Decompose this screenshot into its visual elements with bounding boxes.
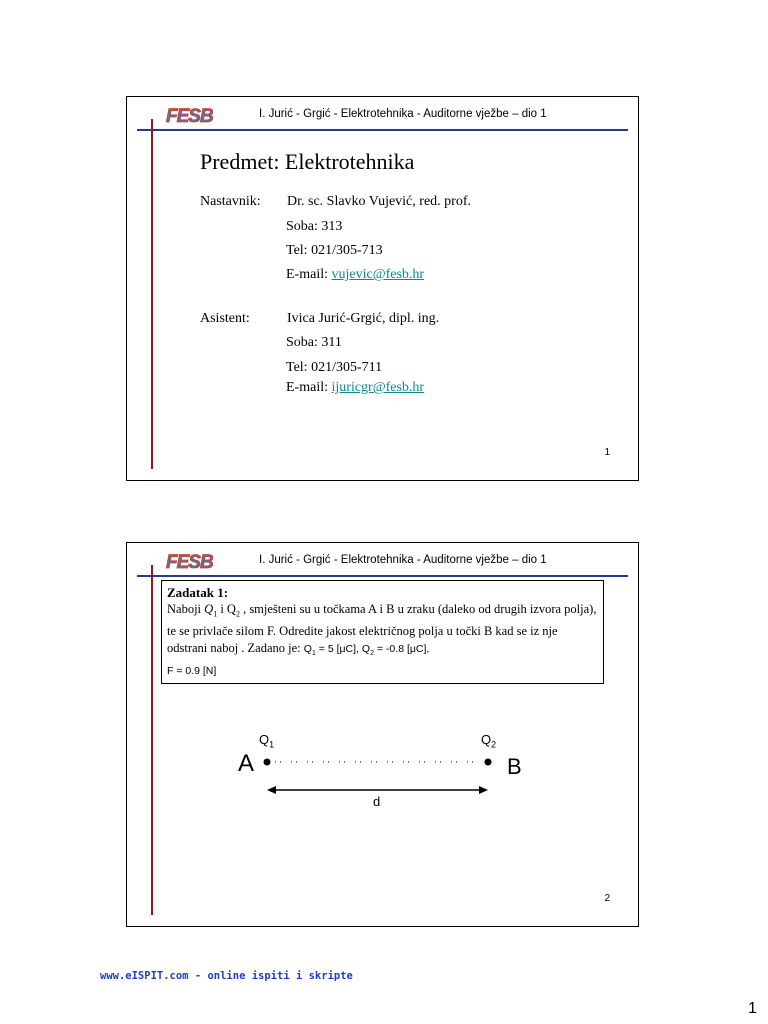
teacher-room: Soba: 313 xyxy=(286,219,343,234)
fesb-logo xyxy=(165,100,213,128)
slide-header: I. Jurić - Grgić - Elektrotehnika - Auditorne vježbe – dio 1 xyxy=(259,108,547,120)
task-title: Zadatak 1: xyxy=(167,585,229,600)
q1-label: $Q_1$ xyxy=(259,732,275,750)
assistant-name: Ivica Jurić-Grgić, dipl. ing. xyxy=(287,311,440,326)
side-divider xyxy=(151,565,153,915)
teacher-email-row xyxy=(286,267,424,283)
teacher-label: Nastavnik: xyxy=(200,194,261,209)
slide-title: Predmet: Elektrotehnika xyxy=(200,149,415,174)
charge-a-dot xyxy=(264,759,271,766)
distance-arrow-right-head xyxy=(479,786,488,794)
teacher-email-link[interactable]: vujevic@fesb.hr xyxy=(331,267,425,282)
assistant-email-row xyxy=(286,380,424,396)
slide-1 xyxy=(126,96,639,481)
given-values: $Q_1 = 5$ [μC], $Q_2 = -0.8$ [μC], xyxy=(303,642,430,657)
task-text: Naboji $Q_1$ i $Q_2$ , smješteni su u točkama A i B u zraku (daleko od drugih izvora polja), te se privlače silom F. Odredite jakost električnog polja u točki B kad se iz nje odstrani naboj . Zadano je: $Q_1 = 5$ [μC], $Q_2 = -0.8$ [μC], F = 0.9 [N] xyxy=(167,602,597,677)
assistant-tel: Tel: 021/305-711 xyxy=(286,360,383,375)
slide-header: I. Jurić - Grgić - Elektrotehnika - Auditorne vježbe – dio 1 xyxy=(259,554,547,566)
distance-label: d xyxy=(373,794,381,809)
side-divider xyxy=(151,119,153,469)
header-divider xyxy=(137,575,628,577)
teacher-name: Dr. sc. Slavko Vujević, red. prof. xyxy=(287,194,471,209)
slide-page-number: 2 xyxy=(604,893,610,904)
teacher-tel: Tel: 021/305-713 xyxy=(286,243,383,258)
teacher-email-label: E-mail: xyxy=(286,267,332,282)
footer-brand[interactable]: www.eISPIT.com - online ispiti i skripte xyxy=(100,970,353,982)
document-page-number: 1 xyxy=(748,1000,757,1017)
svg-text:FESB: FESB xyxy=(166,552,213,573)
point-a-label: A xyxy=(238,750,255,777)
charge-b-dot xyxy=(485,759,492,766)
header-divider xyxy=(137,129,628,131)
assistant-email-label: E-mail: xyxy=(286,380,332,395)
slide-2 xyxy=(126,542,639,927)
q2-label: $Q_2$ xyxy=(481,732,497,750)
assistant-room: Soba: 311 xyxy=(286,335,342,350)
fesb-logo xyxy=(165,546,213,574)
assistant-email-link[interactable]: ijuricgr@fesb.hr xyxy=(331,380,425,395)
point-b-label: B xyxy=(507,754,522,779)
slide-page-number: 1 xyxy=(604,447,610,458)
given-force: F = 0.9 [N] xyxy=(167,664,217,677)
svg-text:FESB: FESB xyxy=(166,106,213,127)
task-box xyxy=(161,580,604,684)
assistant-label: Asistent: xyxy=(200,311,250,326)
distance-arrow-left-head xyxy=(267,786,276,794)
